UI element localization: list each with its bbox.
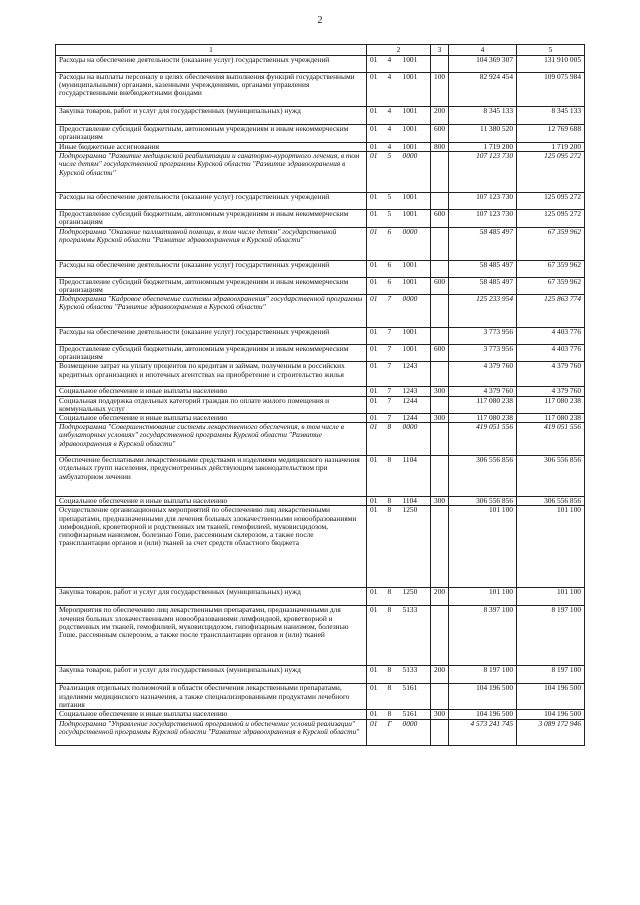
cell-expense-type: 300 [431, 414, 449, 423]
cell-code-1: 01 [367, 193, 385, 210]
cell-name: Подпрограмма "Кадровое обеспечение системы здравоохранения" государственной программы Курской области "Развитие здравоохранения в Курской области" [56, 295, 367, 328]
cell-expense-type: 200 [431, 588, 449, 606]
cell-code-1: 01 [367, 506, 385, 588]
cell-amount-2: 101 100 [517, 506, 585, 588]
header-col-1: 1 [56, 45, 367, 56]
cell-amount-2: 67 359 962 [517, 277, 585, 294]
table-row [56, 73, 585, 107]
cell-expense-type: 300 [431, 710, 449, 719]
cell-amount-2: 4 403 776 [517, 328, 585, 345]
cell-name: Мероприятия по обеспечению лиц лекарственными препаратами, предназначенными для лечения больных злокачественными новообразованиями лимфоидной, кроветворной и родственных им тканей, гемофилией, муковисцидозом, гипофизарным нанизмом, болезнью Гоше, рассеянным склерозом, а также после трансплантации органов и (или) тканей [56, 606, 367, 666]
cell-name: Предоставление субсидий бюджетным, автономным учреждениям и иным некоммерческим организациям [56, 210, 367, 227]
table-row [56, 328, 585, 345]
cell-code-3: 1243 [400, 362, 431, 387]
cell-amount-2: 117 080 238 [517, 396, 585, 413]
cell-amount-2: 125 095 272 [517, 193, 585, 210]
cell-code-3: 1244 [400, 396, 431, 413]
cell-expense-type [431, 227, 449, 260]
cell-code-3: 1001 [400, 73, 431, 107]
cell-code-2: 4 [385, 73, 400, 107]
cell-code-3: 0000 [400, 719, 431, 745]
cell-amount-2: 4 379 760 [517, 362, 585, 387]
cell-code-3: 0000 [400, 423, 431, 456]
cell-name: Социальная поддержка отдельных категорий граждан по оплате жилого помещения и коммунальных услуг [56, 396, 367, 413]
cell-amount-1: 58 485 497 [449, 260, 517, 277]
cell-amount-1: 11 380 520 [449, 125, 517, 143]
cell-code-2: 8 [385, 423, 400, 456]
cell-amount-1: 58 485 497 [449, 227, 517, 260]
cell-amount-2: 125 863 774 [517, 295, 585, 328]
cell-expense-type: 600 [431, 277, 449, 294]
cell-name: Расходы на обеспечение деятельности (оказание услуг) государственных учреждений [56, 193, 367, 210]
cell-expense-type [431, 193, 449, 210]
cell-name: Расходы на обеспечение деятельности (оказание услуг) государственных учреждений [56, 260, 367, 277]
cell-name: Возмещение затрат на уплату процентов по кредитам и займам, полученным в российских кредитных организациях и ипотечных агентствах на приобретение и строительство жилья [56, 362, 367, 387]
cell-expense-type: 200 [431, 666, 449, 684]
cell-code-2: 7 [385, 295, 400, 328]
cell-code-2: 8 [385, 606, 400, 666]
cell-code-1: 01 [367, 152, 385, 193]
header-col-4: 4 [449, 45, 517, 56]
table-row [56, 684, 585, 710]
cell-code-1: 01 [367, 107, 385, 125]
header-col-2: 2 [367, 45, 431, 56]
cell-amount-2: 306 556 856 [517, 456, 585, 497]
cell-code-2: 7 [385, 362, 400, 387]
cell-code-2: 4 [385, 107, 400, 125]
cell-expense-type: 800 [431, 143, 449, 152]
cell-name: Подпрограмма "Развитие медицинской реабилитации и санаторно-курортного лечения, в том числе детям" государственной программы Курской области "Развитие здравоохранения в Курской области" [56, 152, 367, 193]
cell-code-1: 01 [367, 396, 385, 413]
cell-expense-type [431, 152, 449, 193]
cell-code-2: 8 [385, 588, 400, 606]
cell-name: Социальное обеспечение и иные выплаты населению [56, 710, 367, 719]
table-row [56, 396, 585, 413]
table-row [56, 345, 585, 362]
cell-code-1: 01 [367, 295, 385, 328]
cell-code-1: 01 [367, 588, 385, 606]
cell-name: Предоставление субсидий бюджетным, автономным учреждениям и иным некоммерческим организациям [56, 125, 367, 143]
cell-amount-1: 8 345 133 [449, 107, 517, 125]
header-col-5: 5 [517, 45, 585, 56]
cell-expense-type [431, 423, 449, 456]
cell-code-2: 4 [385, 56, 400, 73]
cell-code-1: 01 [367, 666, 385, 684]
cell-amount-2: 4 379 760 [517, 387, 585, 396]
cell-code-3: 1001 [400, 56, 431, 73]
cell-name: Закупка товаров, работ и услуг для государственных (муниципальных) нужд [56, 107, 367, 125]
cell-code-2: 5 [385, 152, 400, 193]
cell-expense-type [431, 606, 449, 666]
cell-code-3: 1001 [400, 143, 431, 152]
cell-code-2: 8 [385, 710, 400, 719]
cell-code-3: 1001 [400, 210, 431, 227]
cell-code-1: 01 [367, 684, 385, 710]
cell-name: Расходы на обеспечение деятельности (оказание услуг) государственных учреждений [56, 328, 367, 345]
cell-amount-2: 1 719 200 [517, 143, 585, 152]
cell-name: Социальное обеспечение и иные выплаты населению [56, 414, 367, 423]
cell-amount-1: 82 924 454 [449, 73, 517, 107]
page-number: 2 [317, 15, 323, 26]
cell-code-3: 5133 [400, 666, 431, 684]
cell-name: Предоставление субсидий бюджетным, автономным учреждениям и иным некоммерческим организациям [56, 345, 367, 362]
table-header-row [56, 45, 585, 56]
cell-amount-1: 101 100 [449, 506, 517, 588]
cell-code-2: 8 [385, 506, 400, 588]
cell-amount-1: 419 051 556 [449, 423, 517, 456]
table-row [56, 277, 585, 294]
subprogram-row [56, 227, 585, 260]
cell-code-3: 1001 [400, 193, 431, 210]
cell-expense-type [431, 295, 449, 328]
cell-name: Подпрограмма "Оказание паллиативной помощи, в том числе детям" государственной программы Курской области "Развитие здравоохранения в Курской области" [56, 227, 367, 260]
header-col-3: 3 [431, 45, 449, 56]
cell-amount-1: 117 080 238 [449, 414, 517, 423]
cell-amount-1: 107 123 730 [449, 193, 517, 210]
cell-amount-1: 104 369 307 [449, 56, 517, 73]
cell-amount-2: 131 910 005 [517, 56, 585, 73]
cell-code-2: 4 [385, 125, 400, 143]
cell-amount-2: 67 359 962 [517, 260, 585, 277]
table-row [56, 362, 585, 387]
cell-expense-type: 600 [431, 345, 449, 362]
cell-code-2: Г [385, 719, 400, 745]
cell-code-3: 5161 [400, 710, 431, 719]
cell-code-2: 7 [385, 396, 400, 413]
cell-code-2: 7 [385, 328, 400, 345]
cell-amount-2: 306 556 856 [517, 497, 585, 506]
table-row [56, 125, 585, 143]
cell-amount-1: 107 123 730 [449, 152, 517, 193]
cell-expense-type: 200 [431, 107, 449, 125]
cell-amount-2: 4 403 776 [517, 345, 585, 362]
cell-amount-1: 117 080 238 [449, 396, 517, 413]
cell-expense-type: 600 [431, 210, 449, 227]
table-row [56, 588, 585, 606]
table-row [56, 387, 585, 396]
cell-code-3: 1001 [400, 260, 431, 277]
cell-name: Расходы на обеспечение деятельности (оказание услуг) государственных учреждений [56, 56, 367, 73]
cell-code-1: 01 [367, 143, 385, 152]
cell-expense-type [431, 396, 449, 413]
table-row [56, 107, 585, 125]
cell-code-1: 01 [367, 414, 385, 423]
cell-code-3: 5161 [400, 684, 431, 710]
cell-amount-2: 8 197 100 [517, 606, 585, 666]
cell-code-3: 1104 [400, 497, 431, 506]
cell-amount-1: 104 196 500 [449, 684, 517, 710]
cell-amount-1: 107 123 730 [449, 210, 517, 227]
table-row [56, 143, 585, 152]
cell-code-2: 7 [385, 345, 400, 362]
cell-amount-1: 58 485 497 [449, 277, 517, 294]
cell-code-1: 01 [367, 456, 385, 497]
cell-name: Иные бюджетные ассигнования [56, 143, 367, 152]
cell-name: Подпрограмма "Совершенствование системы лекарственного обеспечения, в том числе в амбулаторных условиях" государственной программы Курской области "Развитие здравоохранения в Курской области" [56, 423, 367, 456]
subprogram-row [56, 295, 585, 328]
cell-code-1: 01 [367, 210, 385, 227]
cell-expense-type: 100 [431, 73, 449, 107]
cell-name: Осуществление организационных мероприятий по обеспечению лиц лекарственными препаратами, предназначенными для лечения больных злокачественными новообразованиями лимфоидной, кроветворной и родственных им тканей, гемофилией, муковисцидозом, гипофизарным нанизмом, болезнью Гоше, рассеянным склерозом, а также после трансплантации органов и (или) тканей за счет средств областного бюджета [56, 506, 367, 588]
cell-code-3: 0000 [400, 295, 431, 328]
cell-expense-type [431, 362, 449, 387]
cell-code-1: 01 [367, 423, 385, 456]
cell-amount-2: 8 197 100 [517, 666, 585, 684]
cell-amount-2: 8 345 133 [517, 107, 585, 125]
cell-code-1: 01 [367, 497, 385, 506]
cell-amount-1: 101 100 [449, 588, 517, 606]
cell-amount-1: 4 573 241 745 [449, 719, 517, 745]
cell-amount-1: 104 196 500 [449, 710, 517, 719]
cell-amount-2: 67 359 962 [517, 227, 585, 260]
cell-code-1: 01 [367, 387, 385, 396]
cell-code-3: 1244 [400, 414, 431, 423]
cell-code-1: 01 [367, 710, 385, 719]
cell-code-3: 1104 [400, 456, 431, 497]
cell-code-3: 1001 [400, 107, 431, 125]
cell-code-3: 1250 [400, 588, 431, 606]
cell-code-1: 01 [367, 328, 385, 345]
cell-code-2: 8 [385, 456, 400, 497]
cell-expense-type [431, 328, 449, 345]
cell-name: Закупка товаров, работ и услуг для государственных (муниципальных) нужд [56, 666, 367, 684]
cell-code-3: 1001 [400, 125, 431, 143]
cell-amount-1: 3 773 956 [449, 345, 517, 362]
cell-amount-2: 125 095 272 [517, 210, 585, 227]
cell-amount-1: 4 379 760 [449, 387, 517, 396]
cell-amount-2: 104 196 500 [517, 710, 585, 719]
cell-code-2: 6 [385, 277, 400, 294]
cell-code-3: 1001 [400, 345, 431, 362]
cell-code-2: 6 [385, 227, 400, 260]
cell-amount-2: 117 080 238 [517, 414, 585, 423]
table-row [56, 666, 585, 684]
cell-code-3: 1001 [400, 328, 431, 345]
table-row [56, 497, 585, 506]
table-row [56, 414, 585, 423]
cell-amount-2: 104 196 500 [517, 684, 585, 710]
cell-amount-1: 306 556 856 [449, 497, 517, 506]
cell-code-1: 01 [367, 227, 385, 260]
cell-name: Социальное обеспечение и иные выплаты населению [56, 387, 367, 396]
cell-code-1: 01 [367, 362, 385, 387]
cell-code-2: 8 [385, 497, 400, 506]
cell-code-1: 01 [367, 719, 385, 745]
cell-code-2: 8 [385, 666, 400, 684]
table-body [56, 56, 585, 746]
cell-name: Закупка товаров, работ и услуг для государственных (муниципальных) нужд [56, 588, 367, 606]
subprogram-row [56, 719, 585, 745]
cell-amount-1: 125 233 954 [449, 295, 517, 328]
cell-code-1: 01 [367, 345, 385, 362]
cell-code-1: 01 [367, 73, 385, 107]
table-row [56, 56, 585, 73]
cell-code-2: 5 [385, 210, 400, 227]
cell-amount-2: 419 051 556 [517, 423, 585, 456]
cell-amount-2: 12 769 688 [517, 125, 585, 143]
cell-code-2: 5 [385, 193, 400, 210]
table-row [56, 606, 585, 666]
subprogram-row [56, 152, 585, 193]
cell-code-3: 1250 [400, 506, 431, 588]
cell-amount-2: 3 089 172 946 [517, 719, 585, 745]
cell-amount-2: 125 095 272 [517, 152, 585, 193]
cell-expense-type: 300 [431, 497, 449, 506]
cell-code-3: 1001 [400, 277, 431, 294]
cell-expense-type [431, 56, 449, 73]
cell-code-1: 01 [367, 56, 385, 73]
cell-amount-1: 8 197 100 [449, 666, 517, 684]
cell-code-3: 0000 [400, 227, 431, 260]
cell-code-1: 01 [367, 277, 385, 294]
cell-name: Социальное обеспечение и иные выплаты населению [56, 497, 367, 506]
budget-table [55, 44, 585, 746]
table-row [56, 210, 585, 227]
cell-expense-type: 300 [431, 387, 449, 396]
cell-code-2: 7 [385, 414, 400, 423]
cell-expense-type [431, 719, 449, 745]
table-row [56, 456, 585, 497]
cell-expense-type [431, 506, 449, 588]
cell-amount-1: 1 719 200 [449, 143, 517, 152]
cell-amount-2: 101 100 [517, 588, 585, 606]
cell-expense-type: 600 [431, 125, 449, 143]
table-row [56, 260, 585, 277]
cell-amount-1: 8 397 100 [449, 606, 517, 666]
cell-amount-1: 306 556 856 [449, 456, 517, 497]
cell-name: Расходы на выплаты персоналу в целях обеспечения выполнения функций государственными (муниципальными) органами, казенными учреждениями, органами управления государственными внебюджетными фондами [56, 73, 367, 107]
table-row [56, 710, 585, 719]
cell-code-1: 01 [367, 125, 385, 143]
cell-code-2: 7 [385, 387, 400, 396]
cell-amount-2: 109 075 984 [517, 73, 585, 107]
subprogram-row [56, 423, 585, 456]
cell-amount-1: 4 379 760 [449, 362, 517, 387]
cell-code-2: 6 [385, 260, 400, 277]
cell-name: Подпрограмма "Управление государственной программой и обеспечение условий реализации" государственной программы Курской области "Развитие здравоохранения в Курской области" [56, 719, 367, 745]
cell-expense-type [431, 260, 449, 277]
cell-code-2: 4 [385, 143, 400, 152]
table-row [56, 506, 585, 588]
cell-expense-type [431, 456, 449, 497]
table-row [56, 193, 585, 210]
cell-amount-1: 3 773 956 [449, 328, 517, 345]
cell-code-2: 8 [385, 684, 400, 710]
cell-code-3: 0000 [400, 152, 431, 193]
cell-code-1: 01 [367, 606, 385, 666]
cell-name: Реализация отдельных полномочий в области обеспечения лекарственными препаратами, изделиями медицинского назначения, а также специализированными продуктами лечебного питания [56, 684, 367, 710]
cell-name: Предоставление субсидий бюджетным, автономным учреждениям и иным некоммерческим организациям [56, 277, 367, 294]
cell-code-3: 1243 [400, 387, 431, 396]
cell-code-3: 5133 [400, 606, 431, 666]
cell-name: Обеспечение бесплатными лекарственными средствами и изделиями медицинского назначения отдельных групп населения, предусмотренных действующим законодательством при амбулаторном лечении [56, 456, 367, 497]
cell-code-1: 01 [367, 260, 385, 277]
cell-expense-type [431, 684, 449, 710]
